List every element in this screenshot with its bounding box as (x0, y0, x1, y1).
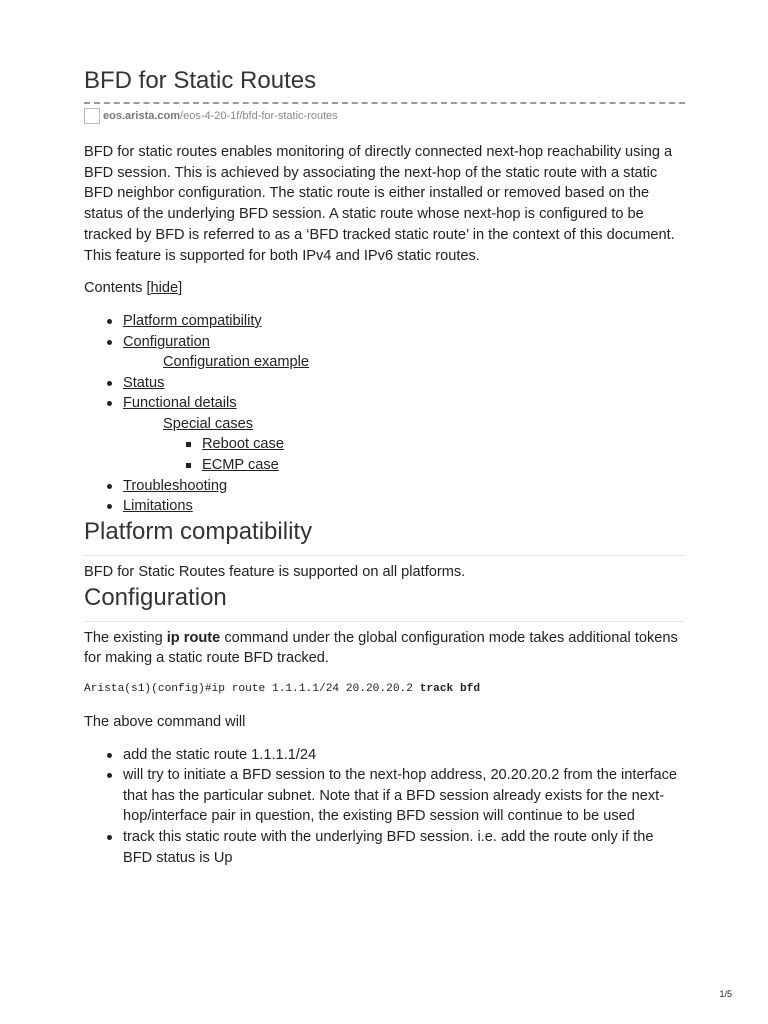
page-title: BFD for Static Routes (84, 67, 317, 94)
toc-item-reboot-case[interactable]: Reboot case (84, 434, 685, 455)
square-bullet-icon (186, 442, 191, 447)
square-bullet-icon (186, 463, 191, 468)
contents-close: ] (178, 280, 183, 297)
bullet-icon (107, 401, 112, 406)
favicon-icon (84, 108, 100, 124)
configuration-text: The existing ip route command under the global configuration mode takes additional tokens for making a static route BFD tracked. (84, 629, 678, 667)
toc-item-troubleshooting[interactable]: Troubleshooting (84, 476, 685, 497)
page-number: 1/5 (719, 989, 732, 999)
ip-route-keyword: ip route (166, 629, 221, 646)
bullet-icon (107, 504, 112, 509)
source-url[interactable] (84, 107, 685, 125)
bullet-icon (107, 381, 112, 386)
hide-contents-link[interactable]: hide (150, 280, 179, 297)
bullet-icon (107, 319, 112, 324)
list-item: track this static route with the underlying BFD session. i.e. add the route only if the BFD status is Up (84, 827, 685, 868)
table-of-contents (84, 311, 685, 517)
document-page (84, 66, 685, 868)
configuration-heading: Configuration (84, 583, 685, 622)
bullet-icon (107, 340, 112, 345)
command-effects-list (84, 745, 685, 869)
list-item: will try to initiate a BFD session to the next-hop address, 20.20.20.2 from the interface that has the particular subnet. Note that if a BFD session already exists for the next-hop/interface pair in question, the existing BFD session will continue to be used (84, 765, 685, 827)
above-command-text: The above command will (84, 713, 246, 730)
track-bfd-keyword: track bfd (419, 682, 481, 695)
toc-item-ecmp-case[interactable]: ECMP case (84, 455, 685, 476)
list-item: add the static route 1.1.1.1/24 (84, 745, 685, 766)
contents-header (84, 278, 685, 299)
bullet-icon (107, 753, 112, 758)
config-code-line: Arista(s1)(config)#ip route 1.1.1.1/24 20.20.20.2 track bfd (84, 682, 481, 695)
intro-paragraph: BFD for static routes enables monitoring of directly connected next-hop reachability using a BFD session. This is achieved by associating the next-hop of the static route with a static BFD neighbor configuration. The static route is either installed or removed based on the status of the underlying BFD session. A static route whose next-hop is configured to be tracked by BFD is referred to as a ‘BFD tracked static route’ in the context of this document. This feature is supported for both IPv4 and IPv6 static routes. (84, 144, 675, 264)
bullet-icon (107, 484, 112, 489)
platform-compatibility-heading: Platform compatibility (84, 517, 685, 556)
toc-item-functional-details[interactable]: Functional details (84, 393, 685, 414)
toc-item-platform[interactable]: Platform compatibility (84, 311, 685, 332)
toc-item-configuration[interactable]: Configuration (84, 332, 685, 353)
platform-compatibility-text: BFD for Static Routes feature is supported on all platforms. (84, 563, 466, 580)
contents-label: Contents [ (84, 280, 151, 297)
bullet-icon (107, 773, 112, 778)
toc-item-configuration-example[interactable]: Configuration example (163, 354, 310, 371)
toc-item-special-cases[interactable]: Special cases (163, 415, 254, 432)
bullet-icon (107, 835, 112, 840)
toc-item-status[interactable]: Status (84, 373, 685, 394)
title-divider (84, 102, 685, 104)
toc-item-limitations[interactable]: Limitations (84, 496, 685, 517)
source-domain: eos.arista.com (103, 110, 181, 122)
source-path: /eos-4-20-1f/bfd-for-static-routes (180, 110, 338, 122)
